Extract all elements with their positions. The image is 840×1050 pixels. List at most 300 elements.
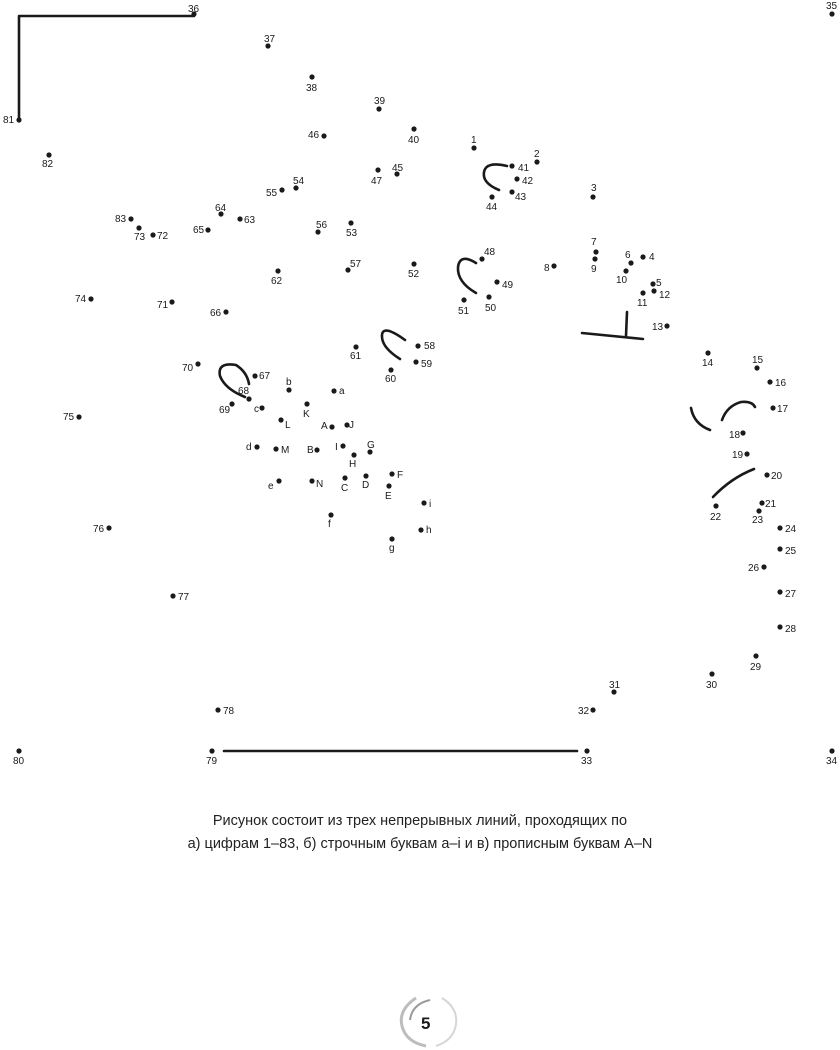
dot-point-8 <box>544 263 557 274</box>
dot-label: 79 <box>206 756 218 767</box>
dot-label: 56 <box>316 220 328 231</box>
dot-point-N <box>309 478 323 490</box>
dot-point-52 <box>408 261 420 280</box>
dot-point-28 <box>777 624 796 635</box>
dot-point-43 <box>509 189 526 203</box>
dot-point-17 <box>770 404 788 415</box>
dot-marker <box>246 396 251 401</box>
dot-label: 12 <box>659 290 671 301</box>
dot-label: 2 <box>534 149 540 160</box>
dot-point-31 <box>609 680 621 695</box>
dot-marker <box>150 232 155 237</box>
dot-point-21 <box>759 499 776 510</box>
dot-label: 39 <box>374 96 386 107</box>
dot-point-69 <box>219 401 235 416</box>
dot-label: 80 <box>13 756 25 767</box>
dot-label: b <box>286 377 292 388</box>
dot-label: 55 <box>266 188 278 199</box>
dot-marker <box>314 447 319 452</box>
dot-label: 33 <box>581 756 593 767</box>
dot-label: 64 <box>215 203 227 214</box>
dot-label: 75 <box>63 412 75 423</box>
dot-label: 29 <box>750 662 762 673</box>
dot-point-29 <box>750 653 762 673</box>
dot-marker <box>351 452 356 457</box>
dot-point-53 <box>346 220 358 239</box>
dot-marker <box>593 249 598 254</box>
dot-point-b <box>286 377 292 393</box>
dot-point-27 <box>777 589 796 600</box>
dot-marker <box>88 296 93 301</box>
dot-marker <box>640 254 645 259</box>
dot-label: 37 <box>264 34 276 45</box>
dot-point-c <box>254 404 265 415</box>
dot-point-G <box>367 440 375 455</box>
corner-guide-line <box>19 16 194 120</box>
dot-point-75 <box>63 412 82 423</box>
dot-label: 20 <box>771 471 783 482</box>
dot-marker <box>640 290 645 295</box>
dot-label: 51 <box>458 306 470 317</box>
dot-point-5 <box>650 278 662 289</box>
dot-marker <box>754 365 759 370</box>
dot-point-J <box>344 420 354 431</box>
dot-marker <box>128 216 133 221</box>
dot-point-54 <box>293 176 305 191</box>
dot-marker <box>486 294 491 299</box>
dot-label: 44 <box>486 202 498 213</box>
dot-marker <box>328 512 333 517</box>
dot-label: L <box>285 420 291 431</box>
dot-marker <box>461 297 466 302</box>
dot-point-1 <box>471 135 477 151</box>
dot-point-59 <box>413 359 432 370</box>
dot-label: 18 <box>729 430 741 441</box>
dot-label: 41 <box>518 163 530 174</box>
dot-marker <box>489 194 494 199</box>
dot-label: K <box>303 409 310 420</box>
dot-marker <box>418 527 423 532</box>
dot-point-16 <box>767 378 786 389</box>
dot-point-13 <box>652 322 670 333</box>
dot-point-41 <box>509 163 529 174</box>
dot-marker <box>252 373 257 378</box>
dot-marker <box>770 405 775 410</box>
dot-marker <box>309 74 314 79</box>
dots-layer <box>3 1 838 767</box>
dot-marker <box>286 387 291 392</box>
dot-marker <box>415 343 420 348</box>
dot-point-20 <box>764 471 782 482</box>
dot-label: 35 <box>826 1 838 12</box>
dot-point-58 <box>415 341 435 352</box>
dot-marker <box>273 446 278 451</box>
dot-marker <box>331 388 336 393</box>
dot-label: 32 <box>578 706 590 717</box>
dot-marker <box>471 145 476 150</box>
dot-marker <box>767 379 772 384</box>
dot-point-51 <box>458 297 470 317</box>
dot-label: 59 <box>421 359 433 370</box>
dot-label: 22 <box>710 512 722 523</box>
dot-point-45 <box>392 163 404 177</box>
dot-label: H <box>349 459 357 470</box>
dot-marker <box>386 483 391 488</box>
dot-label: 49 <box>502 280 514 291</box>
dot-marker <box>623 268 628 273</box>
dot-label: 30 <box>706 680 718 691</box>
dot-point-38 <box>306 74 318 94</box>
instruction-line-1: Рисунок состоит из трех непрерывных линий, проходящих по <box>212 813 628 829</box>
dot-label: 66 <box>210 308 222 319</box>
dot-label: 40 <box>408 135 420 146</box>
dot-marker <box>195 361 200 366</box>
dot-label: 67 <box>259 371 271 382</box>
dot-point-A <box>321 421 335 432</box>
dot-point-H <box>349 452 357 470</box>
dot-point-F <box>389 470 403 481</box>
dot-point-65 <box>193 225 211 236</box>
dot-label: 47 <box>371 176 383 187</box>
dot-point-50 <box>485 294 497 314</box>
dot-point-37 <box>264 34 276 49</box>
dot-point-25 <box>777 546 796 557</box>
dot-marker <box>590 707 595 712</box>
dot-marker <box>46 152 51 157</box>
dot-marker <box>348 220 353 225</box>
dot-point-4 <box>640 252 655 263</box>
dot-marker <box>650 281 655 286</box>
dot-point-62 <box>271 268 283 287</box>
dot-label: M <box>281 445 290 456</box>
beak-stroke-vertical <box>626 312 627 336</box>
dot-marker <box>421 500 426 505</box>
dot-label: 63 <box>244 215 256 226</box>
dot-label: A <box>321 421 328 432</box>
dot-marker <box>388 367 393 372</box>
dot-marker <box>592 256 597 261</box>
dot-point-34 <box>826 748 838 767</box>
dot-marker <box>494 279 499 284</box>
dot-point-L <box>278 417 291 431</box>
dot-marker <box>275 268 280 273</box>
dot-marker <box>777 624 782 629</box>
dot-marker <box>342 475 347 480</box>
dot-marker <box>259 405 264 410</box>
dot-point-2 <box>534 149 540 165</box>
beak-stroke-horizontal <box>582 333 643 339</box>
dot-point-23 <box>752 508 764 526</box>
dot-point-67 <box>252 371 270 382</box>
dot-label: a <box>339 386 345 397</box>
dot-label: I <box>335 442 338 453</box>
dot-label: D <box>362 480 370 491</box>
dot-marker <box>590 194 595 199</box>
dot-marker <box>756 508 761 513</box>
dot-label: 69 <box>219 405 231 416</box>
dot-point-77 <box>170 592 189 603</box>
dot-point-82 <box>42 152 54 170</box>
dot-point-70 <box>182 361 201 374</box>
dot-marker <box>628 260 633 265</box>
dot-label: 16 <box>775 378 787 389</box>
dot-marker <box>276 478 281 483</box>
dot-marker <box>329 424 334 429</box>
dot-marker <box>321 133 326 138</box>
dot-marker <box>304 401 309 406</box>
dot-label: 21 <box>765 499 777 510</box>
dot-label: c <box>254 404 259 415</box>
dot-point-7 <box>591 237 599 255</box>
dot-label: F <box>397 470 404 481</box>
dot-marker <box>705 350 710 355</box>
dot-label: 7 <box>591 237 597 248</box>
dot-point-C <box>341 475 348 494</box>
eye-stroke-1 <box>484 164 507 190</box>
dot-point-44 <box>486 194 498 213</box>
dot-point-15 <box>752 355 764 371</box>
dot-label: 48 <box>484 247 496 258</box>
dot-marker <box>411 126 416 131</box>
dot-marker <box>411 261 416 266</box>
dot-marker <box>413 359 418 364</box>
dot-label: 82 <box>42 159 54 170</box>
dot-label: 17 <box>777 404 789 415</box>
dot-marker <box>76 414 81 419</box>
dot-marker <box>223 309 228 314</box>
dot-point-e <box>268 478 282 492</box>
dot-label: 50 <box>485 303 497 314</box>
dot-label: 78 <box>223 706 235 717</box>
dot-marker <box>389 471 394 476</box>
dot-marker <box>375 167 380 172</box>
dot-point-32 <box>578 706 596 717</box>
dot-marker <box>759 500 764 505</box>
dot-point-d <box>246 442 260 453</box>
dot-point-57 <box>345 259 361 273</box>
dot-marker <box>777 525 782 530</box>
dot-marker <box>740 430 745 435</box>
eye-stroke-3 <box>382 331 405 359</box>
dot-label: 25 <box>785 546 797 557</box>
wing-stroke-2 <box>722 402 755 420</box>
dot-label: 76 <box>93 524 105 535</box>
dot-point-61 <box>350 344 362 362</box>
dot-point-9 <box>591 256 598 275</box>
dot-marker <box>254 444 259 449</box>
dot-marker <box>664 323 669 328</box>
dot-marker <box>534 159 539 164</box>
dot-marker <box>509 189 514 194</box>
dot-label: 62 <box>271 276 283 287</box>
dot-label: 5 <box>656 278 662 289</box>
dot-point-i <box>421 499 431 510</box>
dot-label: 34 <box>826 756 838 767</box>
dot-label: f <box>328 519 331 530</box>
dot-label: 4 <box>649 252 655 263</box>
page-number: 5 <box>421 1014 431 1033</box>
eye-stroke-2 <box>458 259 476 293</box>
dot-label: 9 <box>591 264 597 275</box>
dot-marker <box>713 503 718 508</box>
dot-label: 23 <box>752 515 764 526</box>
dot-marker <box>744 451 749 456</box>
dot-marker <box>376 106 381 111</box>
dot-label: 14 <box>702 358 714 369</box>
dot-marker <box>651 288 656 293</box>
dot-label: 36 <box>188 4 200 15</box>
dot-label: 46 <box>308 130 320 141</box>
dot-label: 11 <box>637 298 648 309</box>
dot-marker <box>389 536 394 541</box>
dot-label: 43 <box>515 192 527 203</box>
dot-marker <box>509 163 514 168</box>
dot-marker <box>279 187 284 192</box>
dot-marker <box>106 525 111 530</box>
dot-marker <box>278 417 283 422</box>
dot-point-D <box>362 473 369 491</box>
dot-point-72 <box>150 231 168 242</box>
dot-point-22 <box>710 503 722 523</box>
dot-point-56 <box>315 220 327 235</box>
dot-label: 53 <box>346 228 358 239</box>
dot-label: 65 <box>193 225 205 236</box>
dot-point-74 <box>75 294 94 305</box>
wing-stroke-3 <box>713 469 754 497</box>
dot-marker <box>170 593 175 598</box>
dot-marker <box>584 748 589 753</box>
dot-label: 77 <box>178 592 190 603</box>
dot-label: 3 <box>591 183 597 194</box>
dot-label: 19 <box>732 450 744 461</box>
dot-marker <box>753 653 758 658</box>
dot-point-E <box>385 483 392 502</box>
dot-point-B <box>307 445 320 456</box>
dot-point-g <box>389 536 395 554</box>
dot-label: E <box>385 491 392 502</box>
dot-point-a <box>331 386 345 397</box>
dot-point-46 <box>308 130 327 141</box>
dot-label: g <box>389 543 395 554</box>
dot-point-76 <box>93 524 112 535</box>
dot-point-48 <box>479 247 495 262</box>
dot-marker <box>229 401 234 406</box>
dot-point-33 <box>581 748 593 767</box>
dot-label: 6 <box>625 250 631 261</box>
dot-point-83 <box>115 214 134 225</box>
dot-marker <box>514 176 519 181</box>
dot-label: B <box>307 445 314 456</box>
instruction-line-2: а) цифрам 1–83, б) строчным буквам a–i и в) прописным буквам А–N <box>187 836 653 852</box>
dot-marker <box>16 117 21 122</box>
dot-label: 13 <box>652 322 664 333</box>
dot-marker <box>829 11 834 16</box>
dot-point-42 <box>514 176 533 187</box>
dot-point-6 <box>625 250 634 266</box>
dot-label: 8 <box>544 263 550 274</box>
dot-label: 57 <box>350 259 362 270</box>
dot-point-64 <box>215 203 227 217</box>
dot-label: 71 <box>157 300 169 311</box>
dot-label: 70 <box>182 363 194 374</box>
wing-stroke-1 <box>691 408 710 430</box>
dot-point-63 <box>237 215 255 226</box>
dot-marker <box>764 472 769 477</box>
dot-label: 42 <box>522 176 534 187</box>
dot-point-73 <box>134 225 146 243</box>
dot-label: C <box>341 483 349 494</box>
dot-label: 31 <box>609 680 621 691</box>
dot-point-f <box>328 512 334 530</box>
dot-label: 45 <box>392 163 404 174</box>
dot-marker <box>215 707 220 712</box>
dot-label: 27 <box>785 589 797 600</box>
dot-label: 28 <box>785 624 797 635</box>
dot-point-19 <box>732 450 750 461</box>
dot-marker <box>777 546 782 551</box>
dot-label: 10 <box>616 275 628 286</box>
dot-label: 68 <box>238 386 250 397</box>
dot-marker <box>551 263 556 268</box>
dot-point-K <box>303 401 310 420</box>
dot-label: 81 <box>3 115 15 126</box>
dot-label: 74 <box>75 294 87 305</box>
dot-point-39 <box>374 96 386 112</box>
dot-point-79 <box>206 748 218 767</box>
dot-point-10 <box>616 268 629 286</box>
dot-marker <box>777 589 782 594</box>
dot-point-18 <box>729 430 746 441</box>
dot-point-80 <box>13 748 25 767</box>
dot-label: 1 <box>471 135 477 146</box>
dot-label: 54 <box>293 176 305 187</box>
dot-point-26 <box>748 563 767 574</box>
dot-point-M <box>273 445 289 456</box>
dot-point-12 <box>651 288 670 301</box>
dot-label: 73 <box>134 232 146 243</box>
dot-marker <box>709 671 714 676</box>
dot-label: 26 <box>748 563 760 574</box>
dot-marker <box>169 299 174 304</box>
dot-marker <box>363 473 368 478</box>
dot-marker <box>209 748 214 753</box>
dot-point-30 <box>706 671 718 691</box>
dot-point-3 <box>590 183 597 200</box>
dot-point-78 <box>215 706 234 717</box>
dot-marker <box>309 478 314 483</box>
dot-marker <box>340 443 345 448</box>
dot-label: i <box>429 499 432 510</box>
dot-point-36 <box>188 4 200 17</box>
dot-marker <box>829 748 834 753</box>
dot-point-I <box>335 442 346 453</box>
dot-point-11 <box>637 290 648 309</box>
dot-label: 72 <box>157 231 169 242</box>
dot-label: 61 <box>350 351 362 362</box>
dot-point-66 <box>210 308 229 319</box>
dot-label: 60 <box>385 374 397 385</box>
dot-point-71 <box>157 299 175 311</box>
dot-label: 24 <box>785 524 797 535</box>
dot-marker <box>353 344 358 349</box>
dot-label: 52 <box>408 269 420 280</box>
dot-label: d <box>246 442 252 453</box>
dot-label: h <box>426 525 432 536</box>
dot-marker <box>205 227 210 232</box>
dot-point-49 <box>494 279 513 291</box>
dot-label: 38 <box>306 83 318 94</box>
dot-label: J <box>349 420 354 431</box>
